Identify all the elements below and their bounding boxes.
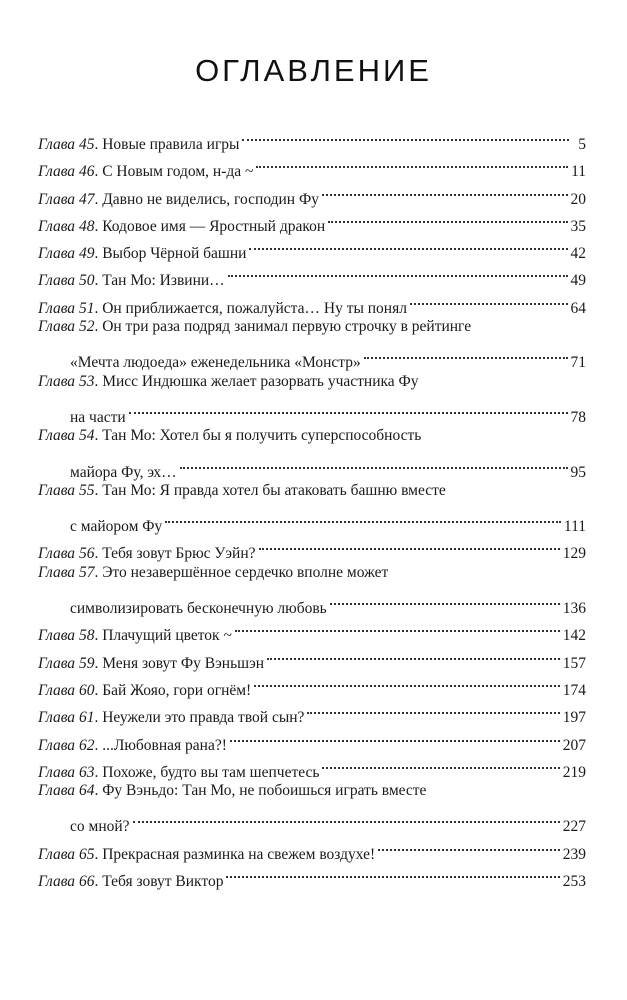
chapter-title: Фу Вэньдо: Тан Мо, не побоишься играть вместе bbox=[102, 782, 427, 800]
chapter-number: 54 bbox=[78, 427, 95, 445]
toc-entry[interactable] bbox=[38, 422, 586, 481]
page-number: 71 bbox=[570, 354, 586, 372]
toc-entry[interactable] bbox=[38, 122, 586, 153]
page-number: 239 bbox=[562, 845, 586, 863]
toc-entry-first-line: Глава 54 . Тан Мо: Хотел бы я получить суперспособность bbox=[38, 422, 586, 449]
chapter-title: ...Любовная рана?! bbox=[102, 736, 227, 754]
chapter-label bbox=[38, 677, 94, 704]
chapter-word: Глава bbox=[38, 163, 76, 181]
toc-entry-first-line: Глава 50 . Тан Мо: Извини… 49 bbox=[38, 258, 586, 285]
toc-entry-first-line: Глава 61 . Неужели это правда твой сын? 197 bbox=[38, 695, 586, 722]
chapter-title: Похоже, будто вы там шепчетесь bbox=[102, 763, 320, 781]
chapter-title: Он три раза подряд занимал первую строчку в рейтинге bbox=[102, 318, 472, 336]
dot-leader bbox=[410, 286, 568, 313]
chapter-title: С Новым годом, н-да ~ bbox=[102, 163, 254, 181]
chapter-label bbox=[38, 422, 94, 449]
page-number: 5 bbox=[578, 136, 586, 153]
chapter-label bbox=[38, 559, 94, 586]
toc-entry-continuation-line bbox=[38, 804, 586, 836]
dot-leader bbox=[133, 804, 560, 831]
chapter-title: символизировать бесконечную любовь bbox=[70, 600, 327, 618]
chapter-label bbox=[38, 368, 94, 395]
toc-entry[interactable] bbox=[38, 313, 586, 372]
chapter-word: Глава bbox=[38, 372, 76, 390]
chapter-title: Тебя зовут Брюс Уэйн? bbox=[102, 545, 256, 563]
chapter-title: Он приближается, пожалуйста… Ну ты понял bbox=[102, 299, 407, 317]
dot-leader bbox=[267, 641, 560, 668]
toc-entry-first-line: Глава 60 . Бай Жояо, гори огнём! 174 bbox=[38, 668, 586, 695]
chapter-label bbox=[38, 313, 94, 340]
page-number: 111 bbox=[563, 518, 586, 536]
toc-entry-continuation-line bbox=[38, 340, 586, 372]
toc-entry-continuation-line bbox=[38, 504, 586, 536]
dot-leader bbox=[235, 613, 560, 640]
chapter-title: Это незавершённое сердечко вполне может bbox=[102, 563, 389, 581]
chapter-word: Глава bbox=[38, 217, 76, 235]
toc-entry-first-line: Глава 51 . Он приближается, пожалуйста… Ну ты понял 64 bbox=[38, 286, 586, 313]
chapter-title: Мисс Индюшка желает разорвать участника Фу bbox=[102, 372, 419, 390]
chapter-title: Тан Мо: Я правда хотел бы атаковать башню вместе bbox=[102, 481, 446, 499]
toc-entry[interactable] bbox=[38, 368, 586, 426]
page-number: 253 bbox=[562, 873, 586, 891]
chapter-number: 47 bbox=[78, 190, 95, 208]
toc-entry-first-line: Глава 52 . Он три раза подряд занимал первую строчку в рейтинге bbox=[38, 313, 586, 340]
chapter-word: Глава bbox=[38, 782, 76, 800]
toc-entry-first-line: Глава 53 . Мисс Индюшка желает разорвать участника Фу bbox=[38, 368, 586, 395]
chapter-word: Глава bbox=[38, 681, 76, 699]
page-number: 197 bbox=[562, 709, 586, 727]
chapter-word: Глава bbox=[38, 190, 76, 208]
toc-entry-first-line: Глава 62 . ...Любовная рана?! 207 bbox=[38, 723, 586, 750]
chapter-title: с майором Фу bbox=[70, 518, 163, 536]
chapter-label bbox=[38, 267, 94, 294]
chapter-title: Плачущий цветок ~ bbox=[102, 627, 232, 645]
dot-leader bbox=[249, 231, 567, 258]
chapter-word: Глава bbox=[38, 545, 76, 563]
chapter-label bbox=[38, 622, 94, 649]
toc-entry-first-line: Глава 49 . Выбор Чёрной башни 42 bbox=[38, 231, 586, 258]
chapter-number: 66 bbox=[78, 873, 95, 891]
chapter-title: Бай Жояо, гори огнём! bbox=[102, 681, 252, 699]
dot-leader bbox=[330, 586, 560, 613]
chapter-word: Глава bbox=[38, 136, 76, 153]
chapter-word: Глава bbox=[38, 654, 76, 672]
chapter-number: 63 bbox=[78, 763, 95, 781]
chapter-number: 61 bbox=[78, 709, 95, 727]
page-number: 49 bbox=[570, 272, 586, 290]
toc-entry-first-line: Глава 47 . Давно не виделись, господин Фу 20 bbox=[38, 177, 586, 204]
chapter-title: Прекрасная разминка на свежем воздухе! bbox=[102, 845, 376, 863]
chapter-title: на части bbox=[70, 408, 126, 426]
page-number: 227 bbox=[562, 818, 586, 836]
toc-entry-first-line: Глава 55 . Тан Мо: Я правда хотел бы атаковать башню вместе bbox=[38, 477, 586, 504]
page-number: 157 bbox=[562, 654, 586, 672]
chapter-word: Глава bbox=[38, 873, 76, 891]
page-number: 174 bbox=[562, 681, 586, 699]
page-number: 95 bbox=[570, 463, 586, 481]
chapter-word: Глава bbox=[38, 736, 76, 754]
dot-leader bbox=[378, 832, 560, 859]
chapter-word: Глава bbox=[38, 563, 76, 581]
chapter-title: Тан Мо: Извини… bbox=[102, 272, 225, 290]
page-number: 136 bbox=[562, 600, 586, 618]
page-number: 11 bbox=[571, 163, 586, 181]
chapter-label bbox=[38, 186, 94, 213]
dot-leader bbox=[230, 723, 560, 750]
chapter-number: 58 bbox=[78, 627, 95, 645]
toc-entry[interactable] bbox=[38, 777, 586, 836]
chapter-number: 49 bbox=[78, 245, 95, 263]
dot-leader bbox=[226, 859, 559, 886]
page-number: 64 bbox=[570, 299, 586, 317]
dot-leader bbox=[228, 258, 568, 285]
chapter-word: Глава bbox=[38, 299, 76, 317]
chapter-number: 52 bbox=[78, 318, 95, 336]
chapter-title: майора Фу, эх… bbox=[70, 463, 177, 481]
chapter-number: 51 bbox=[78, 299, 95, 317]
page-number: 20 bbox=[570, 190, 586, 208]
toc-entry-continuation-line bbox=[38, 586, 586, 618]
toc-entry-first-line: Глава 46 . С Новым годом, н-да ~ 11 bbox=[38, 149, 586, 176]
toc-entry-first-line: Глава 65 . Прекрасная разминка на свежем воздухе! 239 bbox=[38, 832, 586, 859]
chapter-label bbox=[38, 240, 94, 267]
chapter-word: Глава bbox=[38, 245, 76, 263]
chapter-number: 60 bbox=[78, 681, 95, 699]
table-of-contents bbox=[38, 122, 586, 891]
dot-leader bbox=[322, 177, 568, 204]
page-number: 207 bbox=[562, 736, 586, 754]
page-number: 42 bbox=[570, 245, 586, 263]
chapter-label bbox=[38, 777, 94, 804]
page-title: ОГЛАВЛЕНИЕ bbox=[195, 52, 432, 88]
chapter-title: Тан Мо: Хотел бы я получить суперспособность bbox=[102, 427, 422, 445]
chapter-number: 55 bbox=[78, 481, 95, 499]
chapter-label bbox=[38, 732, 94, 759]
toc-entry-first-line: Глава 57 . Это незавершённое сердечко вполне может bbox=[38, 559, 586, 586]
chapter-word: Глава bbox=[38, 627, 76, 645]
toc-entry-first-line: Глава 58 . Плачущий цветок ~ 142 bbox=[38, 613, 586, 640]
chapter-label bbox=[38, 868, 94, 895]
dot-leader bbox=[259, 531, 560, 558]
chapter-number: 50 bbox=[78, 272, 95, 290]
toc-entry-first-line: Глава 48 . Кодовое имя — Яростный дракон 35 bbox=[38, 204, 586, 231]
dot-leader bbox=[256, 149, 568, 176]
toc-entry[interactable] bbox=[38, 477, 586, 536]
chapter-title: Тебя зовут Виктор bbox=[102, 873, 224, 891]
chapter-word: Глава bbox=[38, 318, 76, 336]
chapter-number: 45 bbox=[78, 136, 95, 153]
dot-leader bbox=[129, 395, 568, 422]
chapter-number: 48 bbox=[78, 217, 95, 235]
chapter-number: 65 bbox=[78, 845, 95, 863]
chapter-label bbox=[38, 477, 94, 504]
toc-entry-first-line: Глава 66 . Тебя зовут Виктор 253 bbox=[38, 859, 586, 886]
chapter-title: Давно не виделись, господин Фу bbox=[102, 190, 319, 208]
toc-entry-first-line: Глава 64 . Фу Вэньдо: Тан Мо, не побоишься играть вместе bbox=[38, 777, 586, 804]
chapter-word: Глава bbox=[38, 709, 76, 727]
chapter-title: Неужели это правда твой сын? bbox=[102, 709, 305, 727]
chapter-number: 53 bbox=[78, 372, 95, 390]
dot-leader bbox=[242, 122, 569, 149]
page-number: 142 bbox=[562, 627, 586, 645]
chapter-title: Кодовое имя — Яростный дракон bbox=[102, 217, 326, 235]
toc-entry-first-line: Глава 45 . Новые правила игры 5 bbox=[38, 122, 586, 149]
chapter-label bbox=[38, 704, 94, 731]
dot-leader bbox=[254, 668, 560, 695]
dot-leader bbox=[364, 340, 568, 367]
chapter-label bbox=[38, 213, 94, 240]
chapter-label bbox=[38, 841, 94, 868]
chapter-number: 46 bbox=[78, 163, 95, 181]
chapter-word: Глава bbox=[38, 763, 76, 781]
chapter-word: Глава bbox=[38, 481, 76, 499]
page-number: 35 bbox=[570, 217, 586, 235]
chapter-title: Новые правила игры bbox=[102, 136, 240, 153]
toc-entry-first-line: Глава 63 . Похоже, будто вы там шепчетесь 219 bbox=[38, 750, 586, 777]
chapter-label bbox=[38, 131, 94, 158]
toc-entry-continuation-line bbox=[38, 395, 586, 426]
toc-entry-first-line: Глава 56 . Тебя зовут Брюс Уэйн? 129 bbox=[38, 531, 586, 558]
dot-leader bbox=[322, 750, 559, 777]
page-number: 78 bbox=[570, 408, 586, 426]
chapter-number: 56 bbox=[78, 545, 95, 563]
chapter-title: Меня зовут Фу Вэньшэн bbox=[102, 654, 265, 672]
chapter-title: Выбор Чёрной башни bbox=[102, 245, 247, 263]
dot-leader bbox=[180, 450, 568, 477]
page-number: 219 bbox=[562, 763, 586, 781]
toc-entry-continuation-line bbox=[38, 450, 586, 481]
chapter-word: Глава bbox=[38, 272, 76, 290]
toc-entry-first-line: Глава 59 . Меня зовут Фу Вэньшэн 157 bbox=[38, 641, 586, 668]
chapter-label bbox=[38, 158, 94, 185]
chapter-title: «Мечта людоеда» еженедельника «Монстр» bbox=[70, 354, 361, 372]
chapter-word: Глава bbox=[38, 427, 76, 445]
chapter-label bbox=[38, 650, 94, 677]
toc-entry[interactable] bbox=[38, 559, 586, 618]
chapter-number: 57 bbox=[78, 563, 95, 581]
page-number: 129 bbox=[562, 545, 586, 563]
chapter-title: со мной? bbox=[70, 818, 130, 836]
chapter-number: 62 bbox=[78, 736, 95, 754]
dot-leader bbox=[328, 204, 567, 231]
chapter-number: 59 bbox=[78, 654, 95, 672]
chapter-number: 64 bbox=[78, 782, 95, 800]
dot-leader bbox=[307, 695, 559, 722]
chapter-word: Глава bbox=[38, 845, 76, 863]
dot-leader bbox=[165, 504, 561, 531]
